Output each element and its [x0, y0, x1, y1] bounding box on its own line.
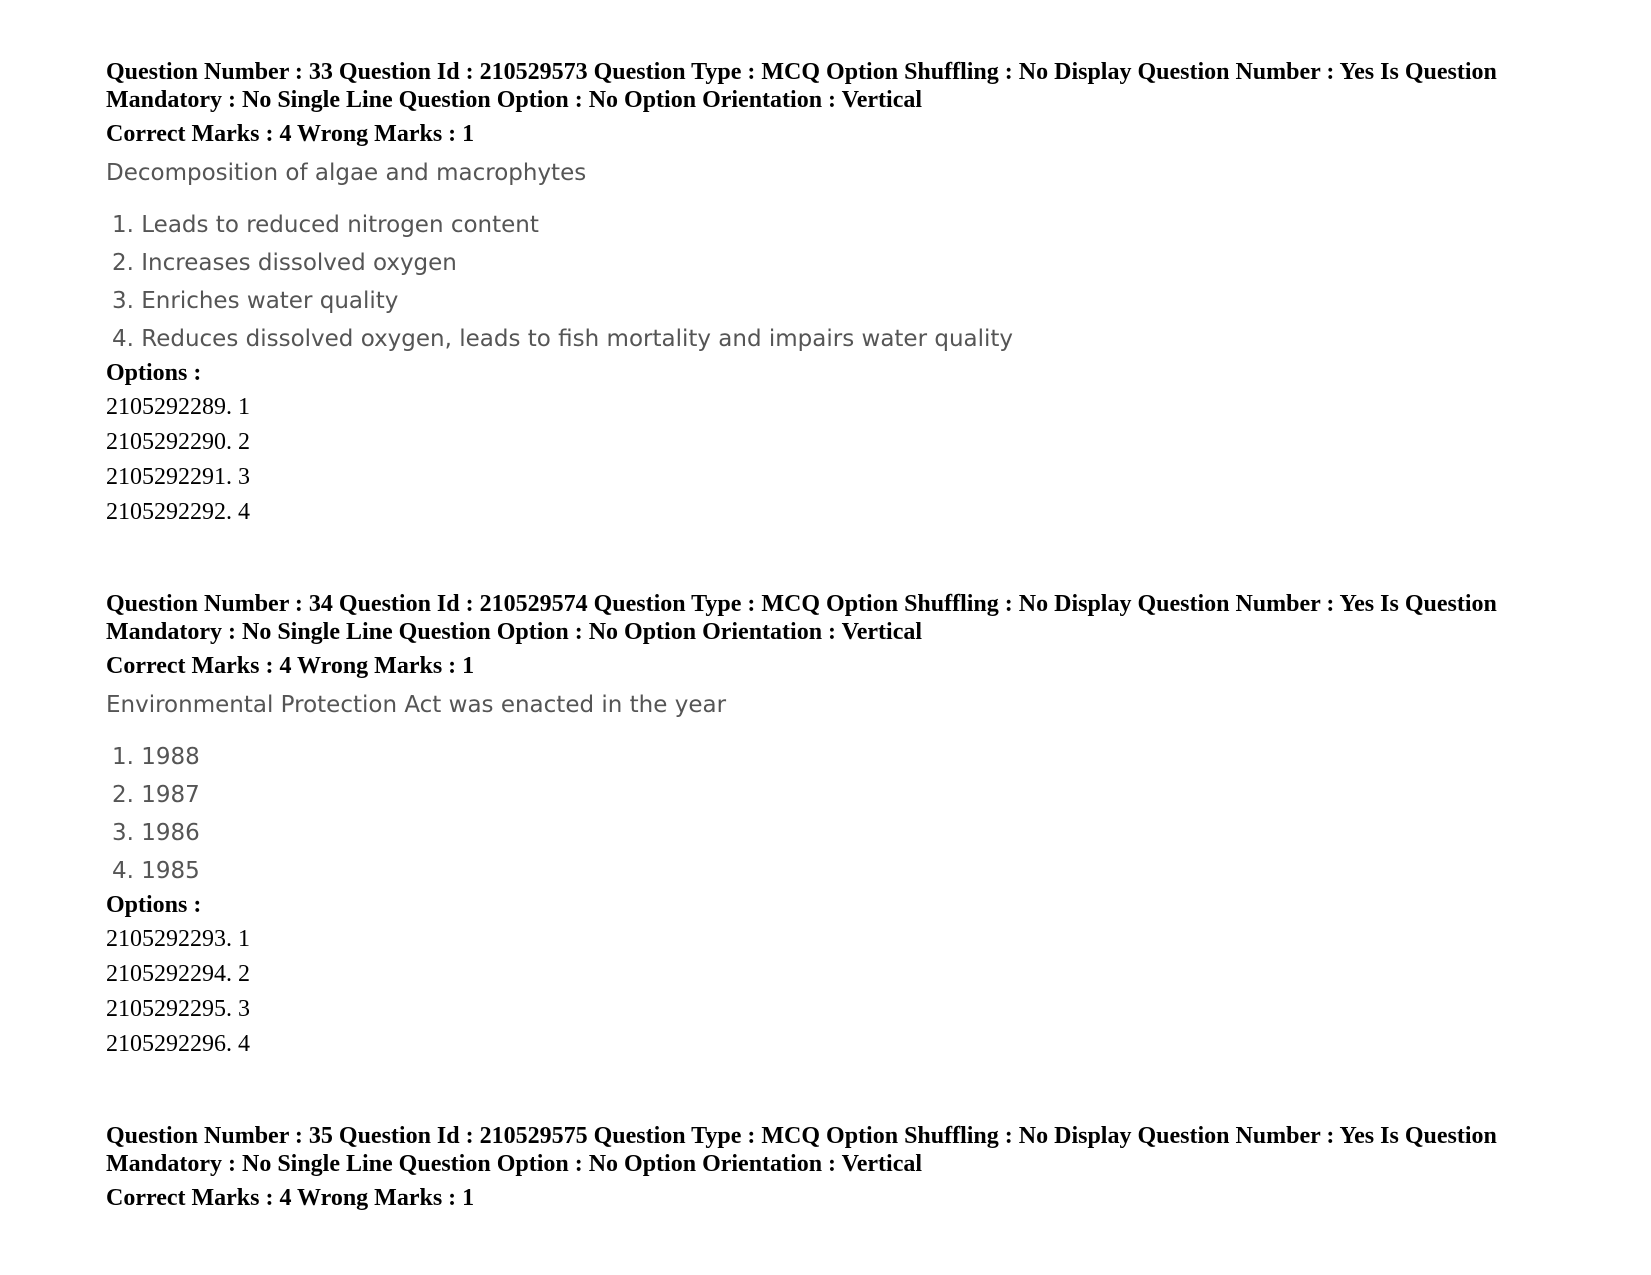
question-text: Decomposition of algae and macrophytes — [106, 160, 587, 186]
options-label: Options : — [106, 892, 202, 918]
question-35 — [106, 1122, 1586, 1212]
option-id: 2105292293. 1 — [106, 926, 250, 952]
question-33 — [106, 58, 1586, 533]
option-id: 2105292289. 1 — [106, 394, 250, 420]
option-id: 2105292292. 4 — [106, 499, 250, 525]
choice-item: 4. Reduces dissolved oxygen, leads to fish mortality and impairs water quality — [112, 326, 1014, 352]
question-marks: Correct Marks : 4 Wrong Marks : 1 — [106, 1185, 475, 1211]
choice-item: 2. Increases dissolved oxygen — [112, 250, 457, 276]
choice-item: 3. Enriches water quality — [112, 288, 399, 314]
option-id-list — [106, 393, 1586, 533]
question-text: Environmental Protection Act was enacted in the year — [106, 692, 727, 718]
option-id: 2105292295. 3 — [106, 996, 250, 1022]
option-id: 2105292294. 2 — [106, 961, 250, 987]
choice-item: 1. 1988 — [112, 744, 200, 770]
question-34 — [106, 590, 1586, 1065]
choice-list — [106, 211, 1586, 363]
choice-item: 2. 1987 — [112, 782, 200, 808]
choice-item: 3. 1986 — [112, 820, 200, 846]
question-marks: Correct Marks : 4 Wrong Marks : 1 — [106, 653, 475, 679]
option-id: 2105292291. 3 — [106, 464, 250, 490]
choice-list — [106, 743, 1586, 895]
option-id: 2105292296. 4 — [106, 1031, 250, 1057]
question-header: Question Number : 34 Question Id : 210529574 Question Type : MCQ Option Shuffling : No Display Question Number : Yes Is Question Mandatory : No Single Line Question Option : No Option Orientation : Vertical — [106, 591, 1497, 645]
choice-item: 4. 1985 — [112, 858, 200, 884]
question-marks: Correct Marks : 4 Wrong Marks : 1 — [106, 121, 475, 147]
question-header: Question Number : 33 Question Id : 210529573 Question Type : MCQ Option Shuffling : No Display Question Number : Yes Is Question Mandatory : No Single Line Question Option : No Option Orientation : Vertical — [106, 59, 1497, 113]
choice-item: 1. Leads to reduced nitrogen content — [112, 212, 539, 238]
options-label: Options : — [106, 360, 202, 386]
question-header: Question Number : 35 Question Id : 210529575 Question Type : MCQ Option Shuffling : No Display Question Number : Yes Is Question Mandatory : No Single Line Question Option : No Option Orientation : Vertical — [106, 1123, 1497, 1177]
option-id: 2105292290. 2 — [106, 429, 250, 455]
option-id-list — [106, 925, 1586, 1065]
